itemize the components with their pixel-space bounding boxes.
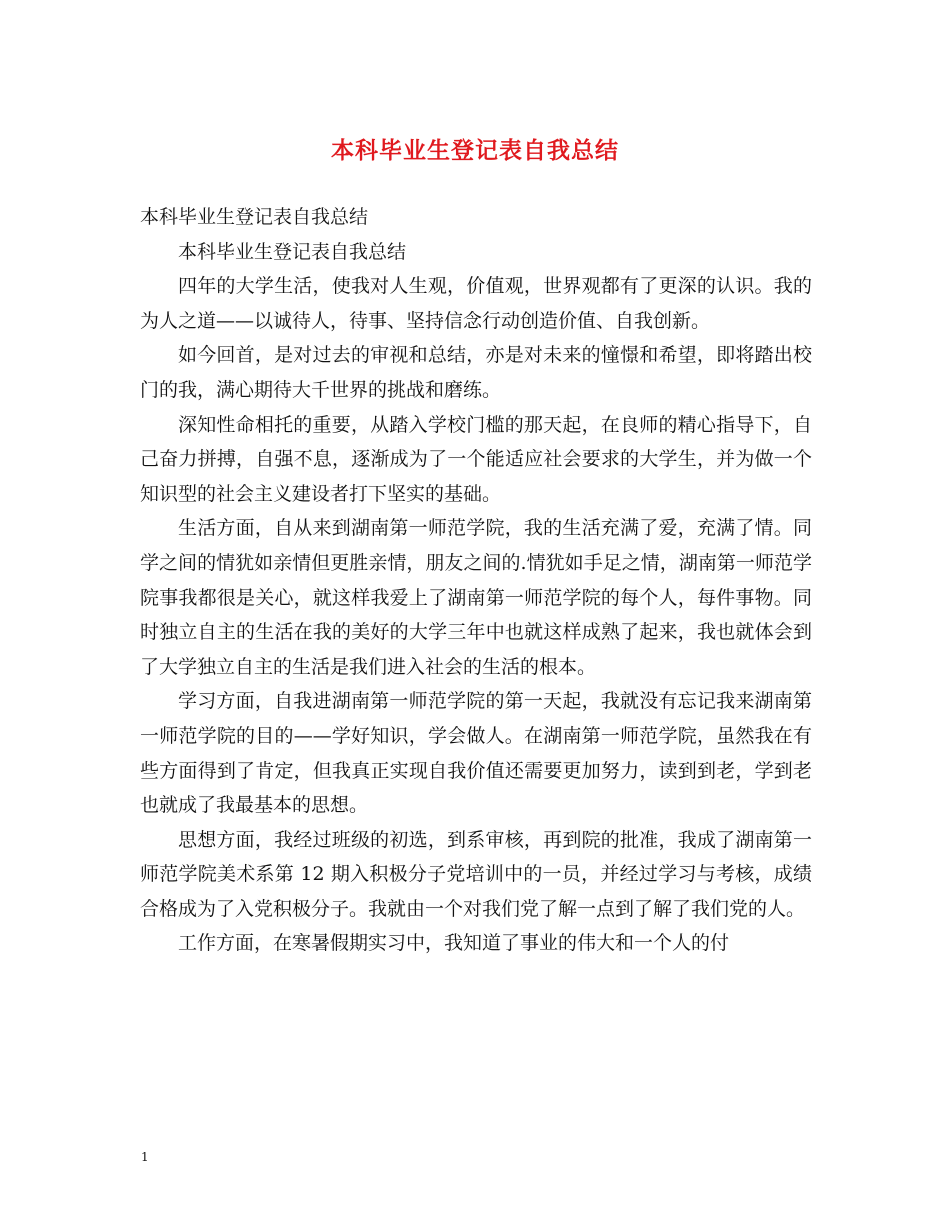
- paragraph: 四年的大学生活，使我对人生观，价值观，世界观都有了更深的认识。我的为人之道——以诚待人，待事、坚持信念行动创造价值、自我创新。: [140, 275, 812, 332]
- paragraph: 深知性命相托的重要，从踏入学校门槛的那天起，在良师的精心指导下，自己奋力拼搏，自强不息，逐渐成为了一个能适应社会要求的大学生，并为做一个知识型的社会主义建设者打下坚实的基础。: [140, 413, 812, 505]
- document-body: [140, 200, 812, 961]
- heading-indented: 本科毕业生登记表自我总结: [178, 240, 407, 263]
- document-title: 本科毕业生登记表自我总结: [331, 137, 619, 164]
- paragraph: 学习方面，自我进湖南第一师范学院的第一天起，我就没有忘记我来湖南第一师范学院的目的——学好知识，学会做人。在湖南第一师范学院，虽然我在有些方面得到了肯定，但我真正实现自我价值还需要更加努力，读到到老，学到老也就成了我最基本的思想。: [140, 690, 812, 817]
- heading-plain: 本科毕业生登记表自我总结: [140, 206, 369, 228]
- paragraph: 如今回首，是对过去的审视和总结，亦是对未来的憧憬和希望，即将踏出校门的我，满心期待大千世界的挑战和磨练。: [140, 344, 812, 401]
- paragraph: 工作方面，在寒暑假期实习中，我知道了事业的伟大和一个人的付: [178, 932, 730, 955]
- page-number: 1: [141, 1150, 149, 1164]
- paragraph: 思想方面，我经过班级的初选，到系审核，再到院的批准，我成了湖南第一师范学院美术系第 12 期入积极分子党培训中的一员，并经过学习与考核，成绩合格成为了入党积极分子。我就由一个对我们党了解一点到了解了我们党的人。: [140, 828, 812, 920]
- paragraph: 生活方面，自从来到湖南第一师范学院，我的生活充满了爱，充满了情。同学之间的情犹如亲情但更胜亲情，朋友之间的.情犹如手足之情，湖南第一师范学院事我都很是关心，就这样我爱上了湖南第一师范学院的每个人，每件事物。同时独立自主的生活在我的美好的大学三年中也就这样成熟了起来，我也就体会到了大学独立自主的生活是我们进入社会的生活的根本。: [140, 517, 812, 678]
